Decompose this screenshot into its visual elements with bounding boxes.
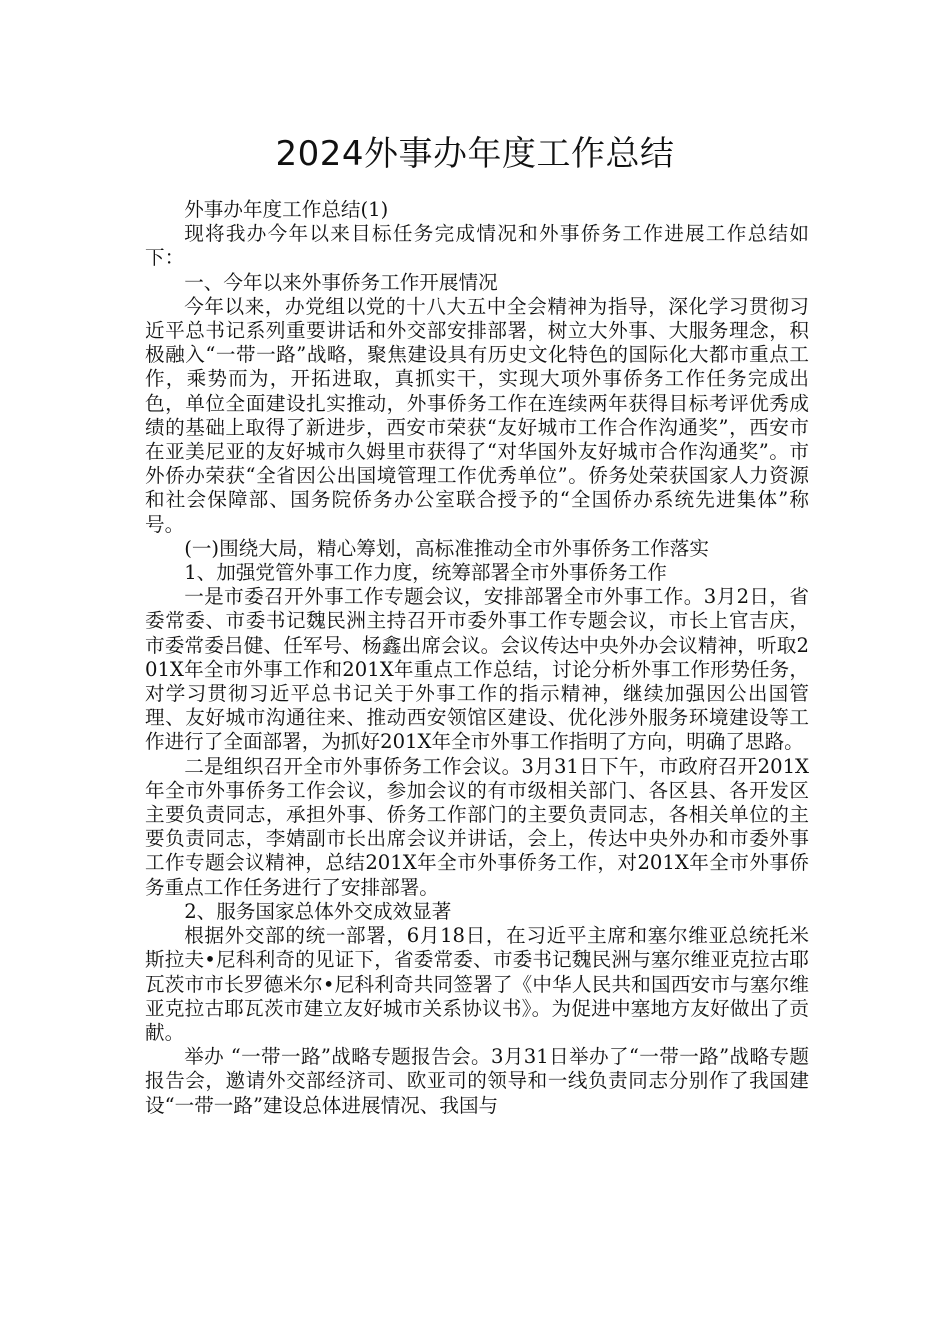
paragraph: 2、服务国家总体外交成效显著 xyxy=(184,899,452,923)
paragraph: 现将我办今年以来目标任务完成情况和外事侨务工作进展工作总结如下： xyxy=(145,222,809,270)
document-title: 2024外事办年度工作总结 xyxy=(275,134,675,174)
paragraph: 一、今年以来外事侨务工作开展情况 xyxy=(184,270,498,294)
paragraph: 举办 “一带一路”战略专题报告会。3月31日举办了“一带一路”战略专题报告会，邀请外交部经济司、欧亚司的领导和一线负责同志分别作了我国建设“一带一路”建设总体进展情况、我国与 xyxy=(145,1045,809,1117)
paragraph: 二是组织召开全市外事侨务工作会议。3月31日下午，市政府召开201X年全市外事侨务工作会议，参加会议的有市级相关部门、各区县、各开发区主要负责同志，承担外事、侨务工作部门的主要负责同志，各相关单位的主要负责同志，李婧副市长出席会议并讲话，会上，传达中央外办和市委外事工作专题会议精神，总结201X年全市外事侨务工作，对201X年全市外事侨务重点工作任务进行了安排部署。 xyxy=(145,754,809,899)
paragraph: 今年以来，办党组以党的十八大五中全会精神为指导，深化学习贯彻习近平总书记系列重要讲话和外交部安排部署，树立大外事、大服务理念，积极融入“一带一路”战略，聚焦建设具有历史文化特色的国际化大都市重点工作，乘势而为，开拓进取，真抓实干，实现大项外事侨务工作任务完成出色，单位全面建设扎实推动，外事侨务工作在连续两年获得目标考评优秀成绩的基础上取得了新进步，西安市荣获“友好城市工作合作沟通奖”，西安市在亚美尼亚的友好城市久姆里市获得了“对华国外友好城市合作沟通奖”。市外侨办荣获“全省因公出国境管理工作优秀单位”。侨务处荣获国家人力资源和社会保障部、国务院侨务办公室联合授予的“全国侨办系统先进集体”称号。 xyxy=(145,294,809,536)
paragraph: 外事办年度工作总结(1) xyxy=(184,198,389,221)
paragraph: 根据外交部的统一部署，6月18日，在习近平主席和塞尔维亚总统托米斯拉夫•尼科利奇的见证下，省委常委、市委书记魏民洲与塞尔维亚克拉古耶瓦茨市市长罗德米尔•尼科利奇共同签署了《中华人民共和国西安市与塞尔维亚克拉古耶瓦茨市建立友好城市关系协议书》。为促进中塞地方友好做出了贡献。 xyxy=(145,924,809,1044)
paragraph: 1、加强党管外事工作力度，统筹部署全市外事侨务工作 xyxy=(184,561,667,585)
document-body xyxy=(145,198,809,1118)
paragraph: (一)围绕大局，精心筹划，高标准推动全市外事侨务工作落实 xyxy=(184,536,709,560)
paragraph: 一是市委召开外事工作专题会议，安排部署全市外事工作。3月2日，省委常委、市委书记魏民洲主持召开市委外事工作专题会议，市长上官吉庆，市委常委吕健、任军号、杨鑫出席会议。会议传达中央外办会议精神，听取201X年全市外事工作和201X年重点工作总结，讨论分析外事工作形势任务，对学习贯彻习近平总书记关于外事工作的指示精神，继续加强因公出国管理、友好城市沟通往来、推动西安领馆区建设、优化涉外服务环境建设等工作进行了全面部署，为抓好201X年全市外事工作指明了方向，明确了思路。 xyxy=(145,585,809,754)
